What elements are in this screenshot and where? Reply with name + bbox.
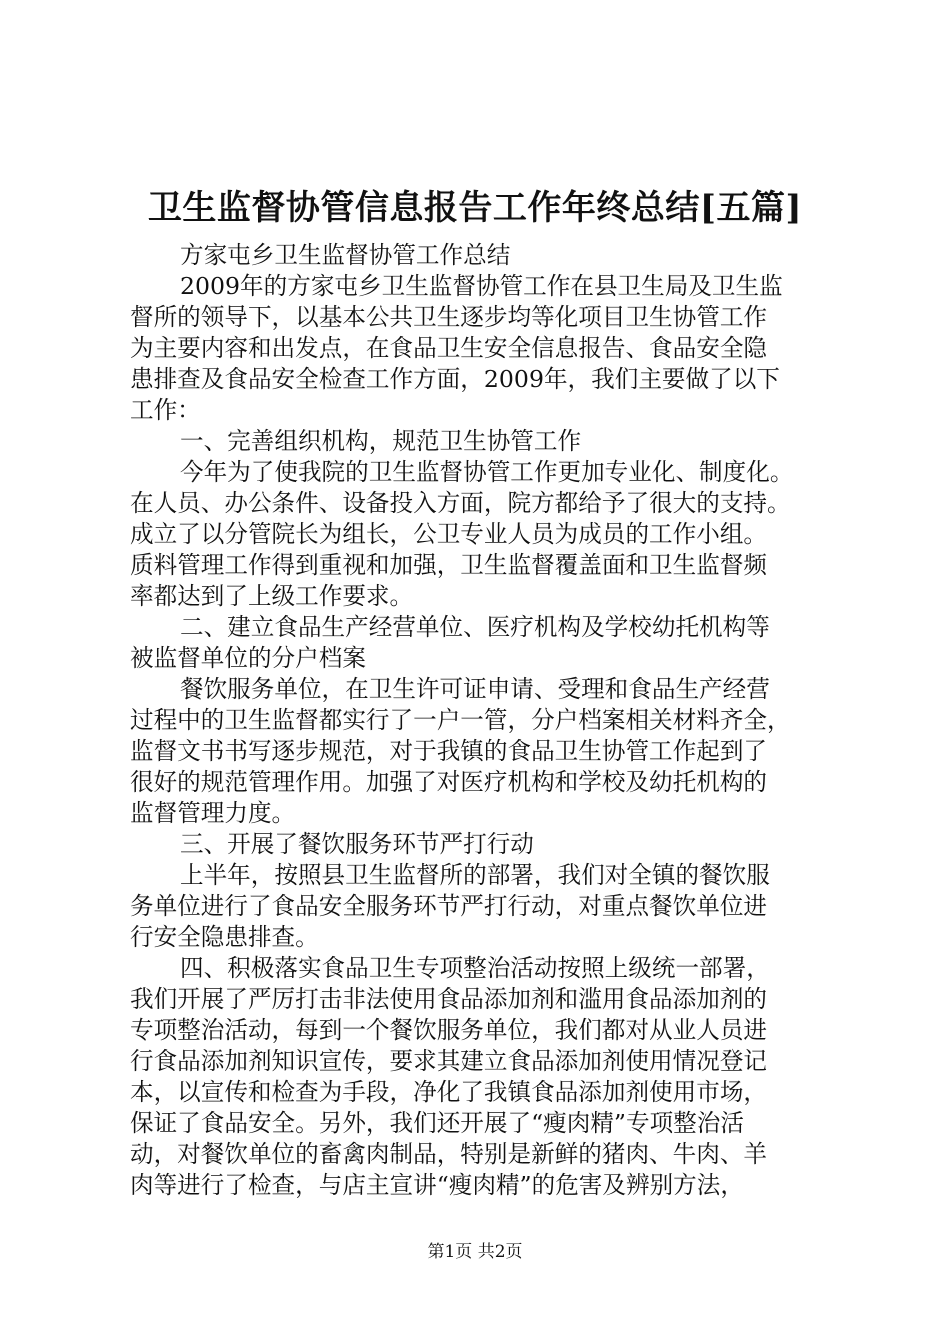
paragraph-line: 上半年，按照县卫生监督所的部署，我们对全镇的餐饮服 xyxy=(180,861,770,889)
paragraph-line: 行食品添加剂知识宣传，要求其建立食品添加剂使用情况登记 xyxy=(130,1047,768,1075)
paragraph-line: 患排查及食品安全检查工作方面，2009年，我们主要做了以下 xyxy=(130,365,780,393)
paragraph-line: 监督文书书写逐步规范，对于我镇的食品卫生协管工作起到了 xyxy=(130,737,768,765)
paragraph-line: 专项整治活动，每到一个餐饮服务单位，我们都对从业人员进 xyxy=(130,1016,768,1044)
page-number-footer: 第1页 共2页 xyxy=(427,1242,523,1262)
paragraph-line: 督所的领导下，以基本公共卫生逐步均等化项目卫生协管工作 xyxy=(130,303,768,331)
paragraph-line: 成立了以分管院长为组长，公卫专业人员为成员的工作小组。 xyxy=(130,520,768,548)
paragraph-line: 今年为了使我院的卫生监督协管工作更加专业化、制度化。 xyxy=(180,458,794,486)
paragraph-line: 率都达到了上级工作要求。 xyxy=(130,582,414,610)
paragraph-line: 本，以宣传和检查为手段，净化了我镇食品添加剂使用市场， xyxy=(130,1078,768,1106)
paragraph-line: 2009年的方家屯乡卫生监督协管工作在县卫生局及卫生监 xyxy=(180,272,783,300)
paragraph-line: 动，对餐饮单位的畜禽肉制品，特别是新鲜的猪肉、牛肉、羊 xyxy=(130,1140,768,1168)
section-heading: 四、积极落实食品卫生专项整治活动按照上级统一部署， xyxy=(180,954,770,982)
paragraph-line: 我们开展了严厉打击非法使用食品添加剂和滥用食品添加剂的 xyxy=(130,985,768,1013)
paragraph-line: 为主要内容和出发点，在食品卫生安全信息报告、食品安全隐 xyxy=(130,334,768,362)
paragraph-line: 餐饮服务单位，在卫生许可证申请、受理和食品生产经营 xyxy=(180,675,770,703)
paragraph-line: 在人员、办公条件、设备投入方面，院方都给予了很大的支持。 xyxy=(130,489,791,517)
paragraph-line: 工作： xyxy=(130,396,201,424)
paragraph-line: 保证了食品安全。另外，我们还开展了“瘦肉精”专项整治活 xyxy=(130,1109,744,1137)
paragraph-line: 质料管理工作得到重视和加强，卫生监督覆盖面和卫生监督频 xyxy=(130,551,768,579)
paragraph-line: 行安全隐患排查。 xyxy=(130,923,319,951)
paragraph-line: 监督管理力度。 xyxy=(130,799,296,827)
document-title: 卫生监督协管信息报告工作年终总结[五篇] xyxy=(147,188,803,228)
section-heading: 被监督单位的分户档案 xyxy=(130,644,366,672)
paragraph-line: 务单位进行了食品安全服务环节严打行动，对重点餐饮单位进 xyxy=(130,892,768,920)
subtitle-line: 方家屯乡卫生监督协管工作总结 xyxy=(180,241,511,269)
section-heading: 一、完善组织机构，规范卫生协管工作 xyxy=(180,427,582,455)
section-heading: 三、开展了餐饮服务环节严打行动 xyxy=(180,830,534,858)
document-body xyxy=(130,240,830,1201)
paragraph-line: 很好的规范管理作用。加强了对医疗机构和学校及幼托机构的 xyxy=(130,768,768,796)
paragraph-line: 肉等进行了检查，与店主宣讲“瘦肉精”的危害及辨别方法， xyxy=(130,1171,744,1199)
paragraph-line: 过程中的卫生监督都实行了一户一管，分户档案相关材料齐全， xyxy=(130,706,791,734)
section-heading: 二、建立食品生产经营单位、医疗机构及学校幼托机构等 xyxy=(180,613,770,641)
